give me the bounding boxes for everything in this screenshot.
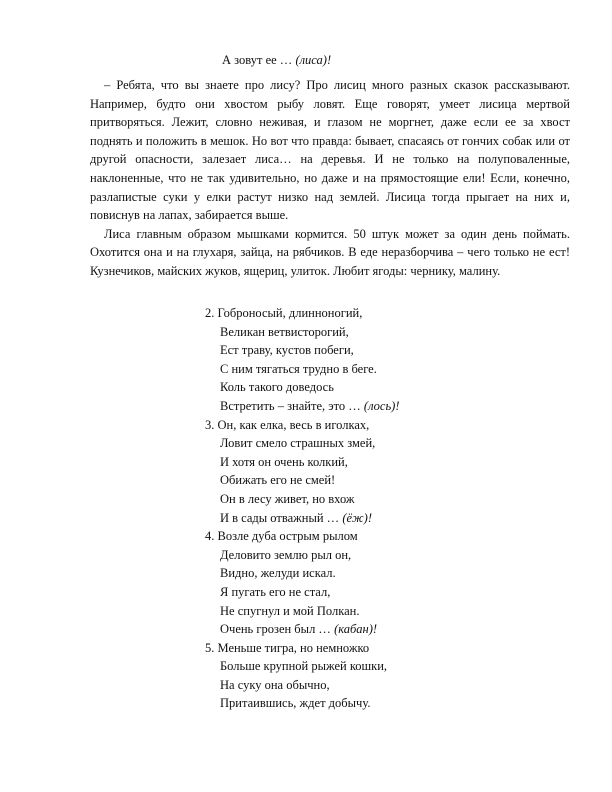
riddle-line: Ест траву, кустов побеги, bbox=[220, 343, 354, 358]
riddle-last-text: Встретить – знайте, это … bbox=[220, 398, 364, 413]
riddle-line: С ним тягаться трудно в беге. bbox=[220, 361, 377, 376]
riddle-line: Он в лесу живет, но вхож bbox=[220, 491, 355, 506]
riddle-line: Обижать его не смей! bbox=[220, 473, 336, 488]
riddle-hedgehog bbox=[205, 416, 399, 528]
riddle-last-line bbox=[205, 397, 399, 416]
riddle-line: Деловито землю рыл он, bbox=[220, 547, 352, 562]
riddle-answer: (лось)! bbox=[363, 398, 400, 413]
riddle-line: Не спугнул и мой Полкан. bbox=[220, 603, 360, 618]
riddle-line: На суку она обычно, bbox=[220, 677, 330, 692]
riddle-line: Больше крупной рыжей кошки, bbox=[220, 659, 388, 674]
riddle-line: И хотя он очень колкий, bbox=[220, 454, 348, 469]
riddle-line: Ловит смело страшных змей, bbox=[220, 436, 376, 451]
riddle-line: 3. Он, как елка, весь в иголках, bbox=[205, 417, 370, 432]
riddle-line: 4. Возле дуба острым рылом bbox=[205, 529, 358, 544]
prose-section bbox=[90, 76, 570, 281]
riddle-last-text: Очень грозен был … bbox=[220, 622, 335, 637]
riddle-lynx bbox=[205, 639, 399, 713]
riddle-line: Великан ветвисторогий, bbox=[220, 324, 349, 339]
riddle-line: Притаившись, ждет добычу. bbox=[220, 696, 371, 711]
riddle-answer: (ёж)! bbox=[342, 510, 372, 525]
riddle-line: Я пугать его не стал, bbox=[220, 584, 331, 599]
riddle-line: 5. Меньше тигра, но немножко bbox=[205, 640, 370, 655]
riddle-last-line bbox=[205, 509, 399, 528]
intro-answer: (лиса)! bbox=[295, 53, 332, 67]
riddle-last-line bbox=[205, 620, 399, 639]
riddle-line: Видно, желуди искал. bbox=[220, 566, 336, 581]
riddle-line: Коль такого доведось bbox=[220, 380, 334, 395]
riddle-moose bbox=[205, 304, 399, 416]
paragraph-fox-facts: – Ребята, что вы знаете про лису? Про лисиц много разных сказок рассказывают. Например, будто они хвостом рыбу ловят. Еще говорят, умеет лисица мертвой притворяться. Лежит, словно неживая, и глазом не моргнет, даже если ее за хвост поднять и положить в мешок. Но вот что правда: бывает, спасаясь от гончих собак или от другой опасности, залезает лиса… на деревья. И не только на полуповаленные, наклоненные, что не так удивительно, но даже и на прямостоящие ели! Если, конечно, разлапистые суки у елки растут низко над землей. Лисица тогда прыгает на них и, повиснув на лапах, забирается выше. bbox=[90, 78, 570, 223]
riddle-boar bbox=[205, 527, 399, 639]
riddle-answer: (кабан)! bbox=[334, 622, 378, 637]
paragraph-fox-diet: Лиса главным образом мышками кормится. 50 штук может за один день поймать. Охотится она и на глухаря, зайца, на рябчиков. В еде неразборчива – чего только не ест! Кузнечиков, майских жуков, ящериц, улиток. Любит ягоды: чернику, малину. bbox=[90, 226, 570, 278]
intro-riddle-answer-line bbox=[222, 53, 331, 68]
riddles-list bbox=[205, 304, 399, 713]
intro-text: А зовут ее … bbox=[222, 53, 296, 67]
riddle-line: 2. Гоброносый, длинноногий, bbox=[205, 306, 363, 320]
riddle-last-text: И в сады отважный … bbox=[220, 510, 343, 525]
